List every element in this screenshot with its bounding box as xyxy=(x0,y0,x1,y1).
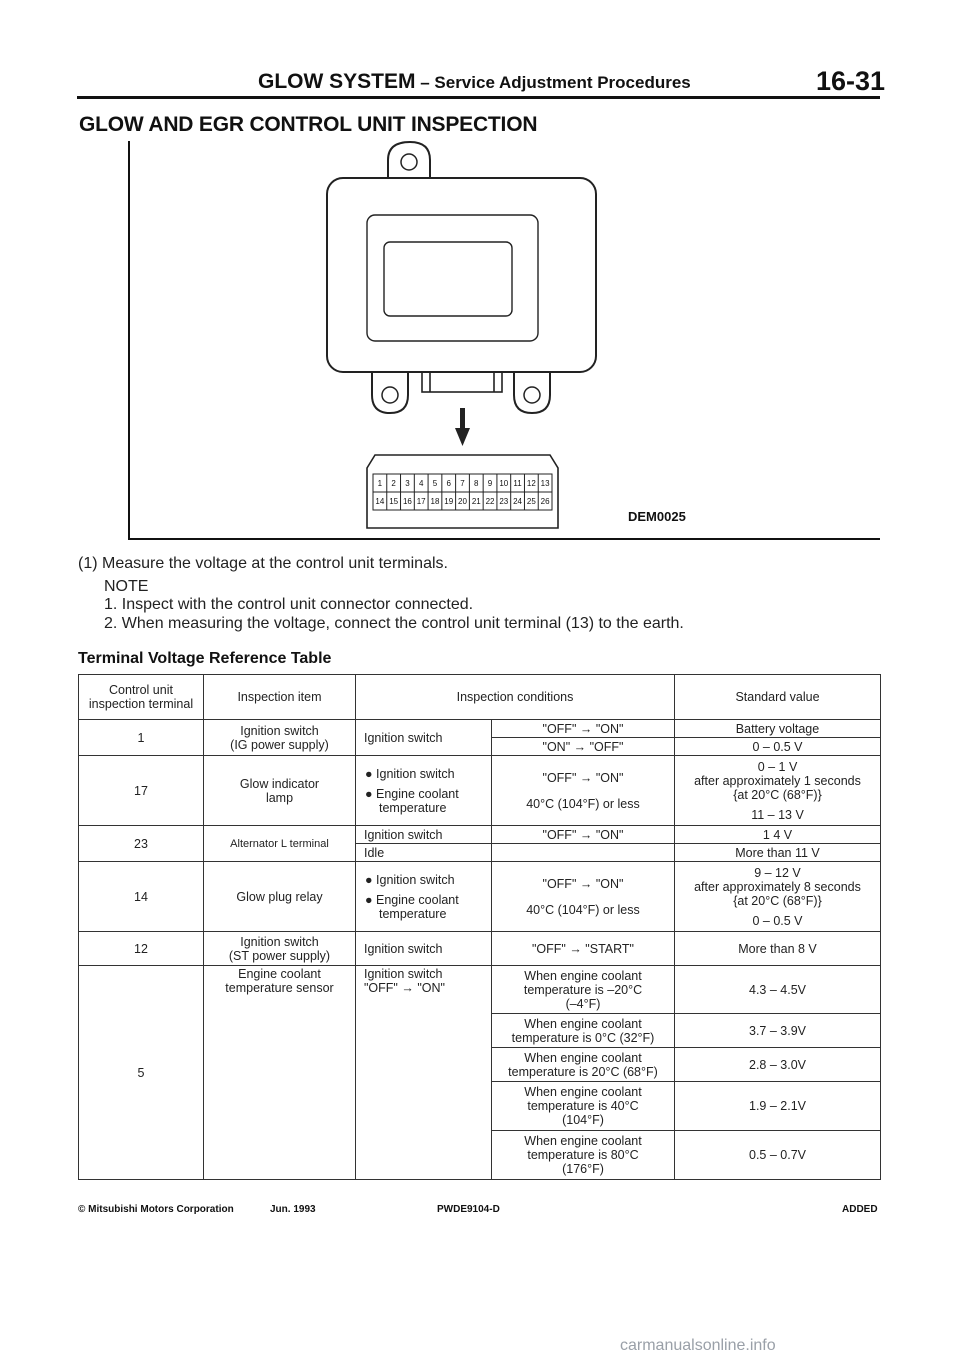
standard-value-cell: 1.9 – 2.1V xyxy=(675,1082,881,1131)
standard-value-cell: 4.3 – 4.5V xyxy=(675,966,881,1014)
top-mounting-tab xyxy=(388,142,430,178)
pin-number-label: 26 xyxy=(540,497,550,506)
inner-panel-inner xyxy=(384,242,512,316)
sub-condition-line: When engine coolant xyxy=(524,1085,642,1099)
condition-cell: Ignition switch xyxy=(356,932,492,966)
value-line: {at 20°C (68°F)} xyxy=(733,787,822,802)
terminal-voltage-table xyxy=(78,674,881,1180)
item-line: (IG power supply) xyxy=(230,737,329,752)
header-subtitle: – Service Adjustment Procedures xyxy=(415,73,691,92)
pin-number-label: 18 xyxy=(430,497,440,506)
note-1: 1. Inspect with the control unit connector connected. xyxy=(104,596,474,613)
sub-condition-line: When engine coolant xyxy=(524,968,642,983)
sub-condition-line: When engine coolant xyxy=(524,1134,642,1148)
top-mount-hole xyxy=(401,154,417,170)
sub-condition-line: When engine coolant xyxy=(524,1050,642,1065)
pin-number-label: 10 xyxy=(499,479,509,488)
sub-condition-line: temperature is –20°C xyxy=(523,982,643,997)
item-cell xyxy=(204,966,356,1180)
sub-condition-cell xyxy=(492,844,675,862)
item-line: Ignition switch xyxy=(240,723,319,738)
sub-condition-line: 40°C (104°F) or less xyxy=(526,902,640,917)
table-row xyxy=(79,756,881,826)
pin-number-label: 21 xyxy=(471,497,481,506)
pin-number-label: 13 xyxy=(540,479,550,488)
item-line: lamp xyxy=(265,790,294,805)
item-cell xyxy=(204,756,356,826)
value-line: 9 – 12 V xyxy=(754,865,801,880)
pin-number-label: 22 xyxy=(485,497,495,506)
table-row xyxy=(79,932,881,966)
note-2: 2. When measuring the voltage, connect the control unit terminal (13) to the earth. xyxy=(104,615,684,632)
pin-number-label: 11 xyxy=(513,479,522,488)
header-standard: Standard value xyxy=(675,675,881,720)
pin-number-label: 1 xyxy=(377,479,383,488)
standard-value-cell: 0 – 0.5 V xyxy=(675,738,881,756)
sub-condition-line: temperature is 40°C xyxy=(527,1099,639,1113)
connector-pinout xyxy=(367,455,558,528)
table-header-row xyxy=(79,675,881,720)
pin-number-label: 24 xyxy=(513,497,523,506)
pin-number-label: 19 xyxy=(444,497,454,506)
item-cell: Alternator L terminal xyxy=(204,826,356,862)
standard-value-cell: 3.7 – 3.9V xyxy=(675,1014,881,1048)
pin-number-label: 6 xyxy=(446,479,451,488)
sub-condition-line: (176°F) xyxy=(562,1162,604,1176)
sub-condition-cell: "ON" → "OFF" xyxy=(492,738,675,756)
condition-line: ● Engine coolant xyxy=(365,786,459,801)
header-terminal: Control unit inspection terminal xyxy=(79,675,204,720)
standard-value-cell: Battery voltage xyxy=(675,720,881,738)
item-line: Engine coolant xyxy=(238,967,321,981)
sub-condition-line: (–4°F) xyxy=(565,996,601,1011)
instruction-step: (1) Measure the voltage at the control unit terminals. xyxy=(78,555,448,572)
value-line: 0 – 1 V xyxy=(757,759,798,774)
value-line: after approximately 1 seconds xyxy=(694,773,861,788)
item-cell xyxy=(204,932,356,966)
standard-value-cell: 1 4 V xyxy=(675,826,881,844)
sub-condition-cell xyxy=(492,756,675,826)
terminal-cell: 23 xyxy=(79,826,204,862)
header-item: Inspection item xyxy=(204,675,356,720)
sub-condition-cell xyxy=(492,1082,675,1131)
sub-condition-cell xyxy=(492,1014,675,1048)
pin-number-label: 25 xyxy=(526,497,536,506)
terminal-cell: 17 xyxy=(79,756,204,826)
page-number: 16-31 xyxy=(816,66,886,96)
bottom-left-tab xyxy=(372,372,408,413)
table-row xyxy=(79,966,881,1014)
pin-number-label: 12 xyxy=(526,479,536,488)
pin-number-label: 20 xyxy=(458,497,467,506)
pin-number-label: 14 xyxy=(375,497,385,506)
control-unit-diagram xyxy=(0,0,960,560)
value-line: after approximately 8 seconds xyxy=(694,879,861,894)
header-title: GLOW SYSTEM xyxy=(258,70,416,93)
standard-value-cell: More than 11 V xyxy=(675,844,881,862)
condition-line: ● Ignition switch xyxy=(365,872,455,887)
sub-condition-cell: "OFF" → "ON" xyxy=(492,826,675,844)
standard-value-cell xyxy=(675,756,881,826)
value-line: 11 – 13 V xyxy=(751,807,804,822)
bottom-right-tab xyxy=(514,372,550,413)
pin-number-label: 9 xyxy=(487,479,493,488)
sub-condition-line: 40°C (104°F) or less xyxy=(526,796,640,811)
condition-cell xyxy=(356,966,492,1180)
sub-condition-cell xyxy=(492,1048,675,1082)
terminal-cell: 14 xyxy=(79,862,204,932)
condition-line: ● Engine coolant xyxy=(365,892,459,907)
condition-cell xyxy=(356,756,492,826)
section-title: GLOW AND EGR CONTROL UNIT INSPECTION xyxy=(79,113,538,136)
condition-line: "OFF" → "ON" xyxy=(364,981,445,995)
item-cell: Glow plug relay xyxy=(204,862,356,932)
pin-number-label: 8 xyxy=(474,479,479,488)
sub-condition-line: When engine coolant xyxy=(524,1016,642,1031)
sub-condition-line: temperature is 20°C (68°F) xyxy=(508,1064,658,1079)
standard-value-cell: 0.5 – 0.7V xyxy=(675,1131,881,1180)
pin-number-label: 3 xyxy=(405,479,410,488)
figure-code: DEM0025 xyxy=(628,509,686,524)
pin-number-label: 16 xyxy=(402,497,412,506)
condition-cell: Ignition switch xyxy=(356,720,492,756)
header-conditions: Inspection conditions xyxy=(356,675,675,720)
condition-cell: Idle xyxy=(356,844,492,862)
condition-line: Ignition switch xyxy=(364,967,443,981)
pin-number-label: 2 xyxy=(391,479,396,488)
sub-condition-line: "OFF" → "ON" xyxy=(542,876,624,891)
footer-copyright: © Mitsubishi Motors Corporation xyxy=(78,1204,234,1215)
standard-value-cell: 2.8 – 3.0V xyxy=(675,1048,881,1082)
table-row xyxy=(79,826,881,844)
condition-line: temperature xyxy=(379,906,447,921)
bottom-left-hole xyxy=(382,387,398,403)
pin-number-label: 17 xyxy=(416,497,426,506)
sub-condition-cell xyxy=(492,862,675,932)
standard-value-cell: More than 8 V xyxy=(675,932,881,966)
bottom-right-hole xyxy=(524,387,540,403)
condition-cell xyxy=(356,862,492,932)
condition-line: temperature xyxy=(379,800,447,815)
condition-line: ● Ignition switch xyxy=(365,766,455,781)
watermark: carmanualsonline.info xyxy=(620,1337,776,1354)
standard-value-cell xyxy=(675,862,881,932)
footer-date: Jun. 1993 xyxy=(270,1204,316,1215)
table-title: Terminal Voltage Reference Table xyxy=(78,650,332,667)
sub-condition-line: temperature is 80°C xyxy=(527,1148,639,1162)
sub-condition-cell xyxy=(492,966,675,1014)
pin-number-label: 5 xyxy=(432,479,438,488)
sub-condition-line: temperature is 0°C (32°F) xyxy=(511,1030,655,1045)
footer-doc-code: PWDE9104-D xyxy=(437,1204,500,1215)
item-cell xyxy=(204,720,356,756)
condition-cell: Ignition switch xyxy=(356,826,492,844)
connector-socket xyxy=(422,372,502,392)
down-arrow-icon xyxy=(455,408,470,446)
table-row xyxy=(79,862,881,932)
table-row xyxy=(79,720,881,738)
pin-number-label: 4 xyxy=(418,479,424,488)
sub-condition-cell xyxy=(492,1131,675,1180)
terminal-cell: 5 xyxy=(79,966,204,1180)
terminal-cell: 12 xyxy=(79,932,204,966)
value-line: 0 – 0.5 V xyxy=(752,913,803,928)
value-line: {at 20°C (68°F)} xyxy=(733,893,822,908)
item-line: Glow indicator xyxy=(239,776,320,791)
sub-condition-line: (104°F) xyxy=(562,1113,604,1127)
item-line: Ignition switch xyxy=(240,934,319,949)
sub-condition-cell: "OFF" → "ON" xyxy=(492,720,675,738)
note-label: NOTE xyxy=(104,578,149,595)
pin-number-label: 23 xyxy=(499,497,509,506)
sub-condition-cell: "OFF" → "START" xyxy=(492,932,675,966)
item-line: temperature sensor xyxy=(225,981,334,995)
sub-condition-line: "OFF" → "ON" xyxy=(542,770,624,785)
pin-number-label: 7 xyxy=(460,479,465,488)
footer-status: ADDED xyxy=(842,1204,878,1215)
item-line: (ST power supply) xyxy=(228,948,331,963)
pin-number-label: 15 xyxy=(389,497,399,506)
terminal-cell: 1 xyxy=(79,720,204,756)
